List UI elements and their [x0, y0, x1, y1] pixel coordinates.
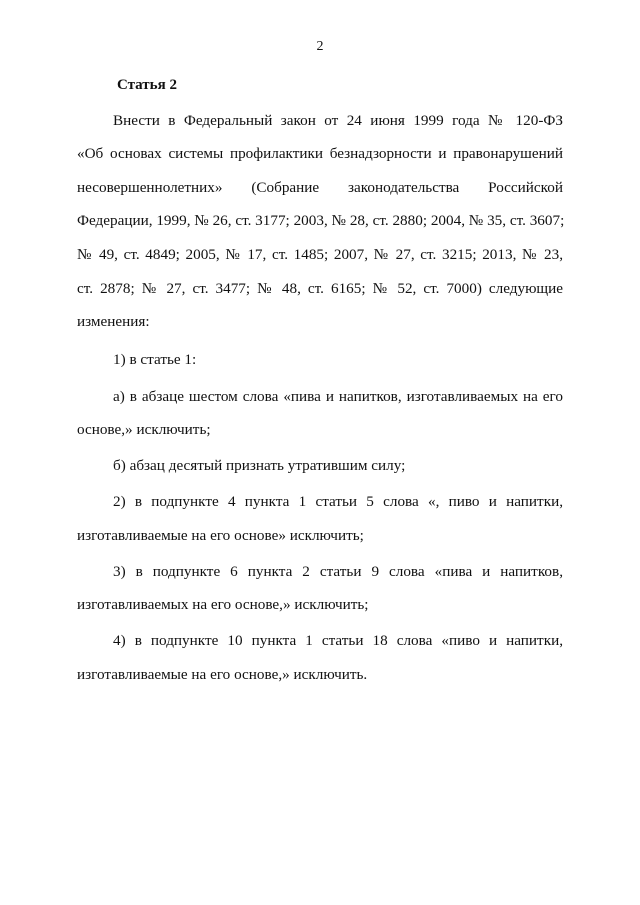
item-3-line: 3) в подпункте 6 пункта 2 статьи 9 слова «пива и напитков, [113, 563, 563, 580]
page-number: 2 [316, 39, 324, 54]
article-title: Статья 2 [117, 77, 177, 93]
item-1b: б) абзац десятый признать утратившим силу; [113, 457, 406, 474]
item-1: 1) в статье 1: [113, 351, 197, 368]
intro-line: № 49, ст. 4849; 2005, № 17, ст. 1485; 2007, № 27, ст. 3215; 2013, № 23, [77, 246, 563, 263]
item-3-line: изготавливаемых на его основе,» исключить; [77, 596, 369, 613]
intro-line: Внести в Федеральный закон от 24 июня 1999 года № 120-ФЗ [113, 112, 563, 129]
item-4-line: изготавливаемые на его основе,» исключить. [77, 666, 368, 683]
intro-line: Федерации, 1999, № 26, ст. 3177; 2003, № 28, ст. 2880; 2004, № 35, ст. 3607; [77, 212, 565, 229]
intro-line: ст. 2878; № 27, ст. 3477; № 48, ст. 6165; № 52, ст. 7000) следующие [77, 280, 563, 297]
item-1a-line: основе,» исключить; [77, 421, 211, 438]
intro-line: изменения: [77, 313, 150, 330]
item-2-line: изготавливаемые на его основе» исключить; [77, 527, 364, 544]
intro-line: «Об основах системы профилактики безнадзорности и правонарушений [77, 145, 563, 162]
intro-line: несовершеннолетних» (Собрание законодательства Российской [77, 179, 563, 196]
item-1a-line: а) в абзаце шестом слова «пива и напитков, изготавливаемых на его [113, 388, 563, 405]
item-2-line: 2) в подпункте 4 пункта 1 статьи 5 слова «, пиво и напитки, [113, 493, 563, 510]
item-4-line: 4) в подпункте 10 пункта 1 статьи 18 слова «пиво и напитки, [113, 632, 563, 649]
